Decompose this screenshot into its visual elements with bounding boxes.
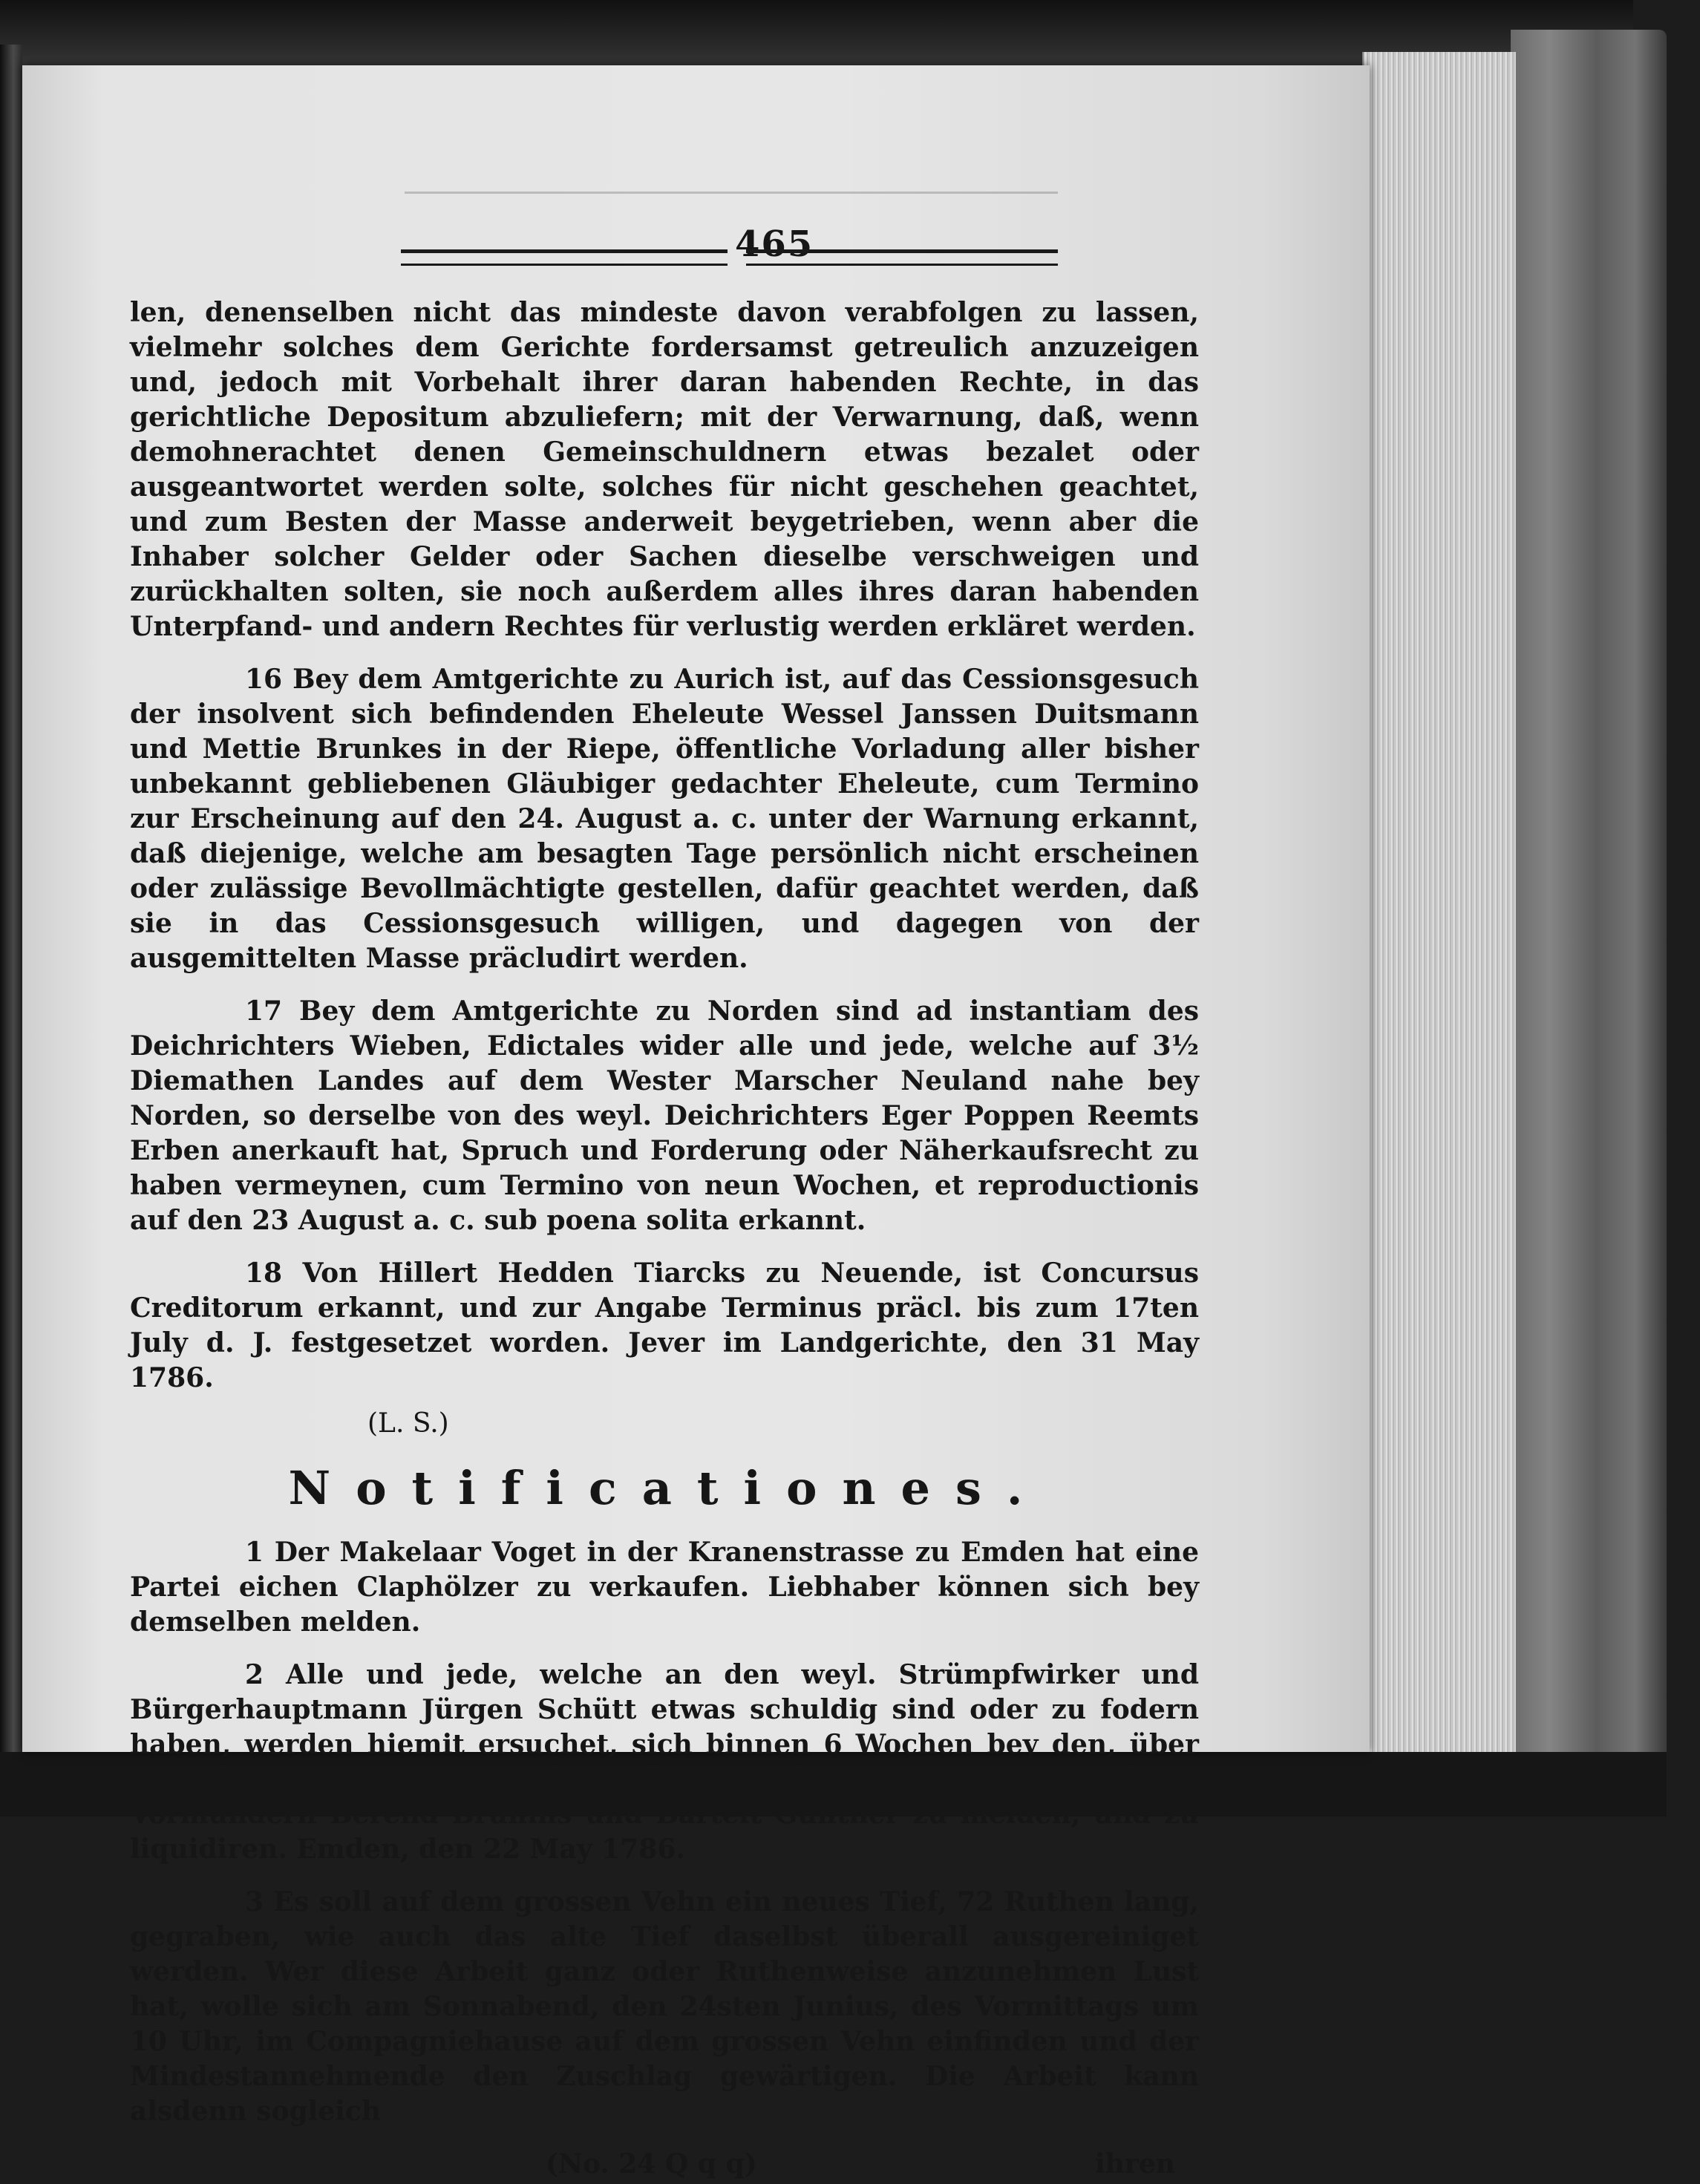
- page-text: [130, 214, 1199, 2184]
- page-number: 465: [735, 223, 814, 265]
- book-page: [22, 65, 1370, 2180]
- catchword: ihren: [1095, 2148, 1175, 2180]
- book-cover-right: [1511, 30, 1667, 1782]
- paragraph-16: 16 Bey dem Amtgerichte zu Aurich ist, auf das Cessionsgesuch der insolvent sich befindenden Eheleute Wessel Janssen Duitsmann und Mettie Brunkes in der Riepe, öffentliche Vorladung aller bisher unbekannt gebliebenen Gläubiger gedachter Eheleute, cum Termino zur Erscheinung auf den 24. August a. c. unter der Warnung erkannt, daß diejenige, welche am besagten Tage persönlich nicht erscheinen oder zulässige Bevollmächtigte gestellen, dafür geachtet werden, daß sie in das Cessionsgesuch willigen, und dagegen von der ausgemittelten Masse präcludirt werden.: [130, 664, 1199, 974]
- paragraph-continued: len, denenselben nicht das mindeste davon verabfolgen zu lassen, vielmehr solches dem Gerichte fordersamst getreulich anzuzeigen und, jedoch mit Vorbehalt ihrer daran habenden Rechte, in das gerichtliche Depositum abzuliefern; mit der Verwarnung, daß, wenn demohnerachtet denen Gemeinschuldnern etwas bezalet oder ausgeantwortet werden solte, solches für nicht geschehen geachtet, und zum Besten der Masse anderweit beygetrieben, wenn aber die Inhaber solcher Gelder oder Sachen dieselbe verschweigen und zurückhalten solten, sie noch außerdem alles ihres daran habenden Unterpfand- und andern Rechtes für verlustig werden erkläret werden.: [130, 297, 1199, 642]
- section-title: Notificationes.: [288, 1461, 1048, 1515]
- page-footer: [130, 2147, 1199, 2184]
- paragraph-18: 18 Von Hillert Hedden Tiarcks zu Neuende, ist Concursus Creditorum erkannt, und zur Angabe Terminus präcl. bis zum 17ten July d. J. festgesetzet worden. Jever im Landgerichte, den 31 May 1786.: [130, 1258, 1199, 1393]
- notification-3: 3 Es soll auf dem grossen Vehn ein neues Tief, 72 Ruthen lang, gegraben, wie auch das alte Tief daselbst überall ausgereiniget werden. Wer diese Arbeit ganz oder Ruthenweise anzunehmen Lust hat, wolle sich am Sonnabend, den 24sten Junius, des Vormittags um 10 Uhr, im Compagniehause auf dem grossen Vehn einfinden und der Mindestannehmende den Zuschlag gewärtigen. Die Arbeit kann alsdenn sogleich: [130, 1886, 1199, 2127]
- notification-2: 2 Alle und jede, welche an den weyl. Strümpfwirker und Bürgerhauptmann Jürgen Schütt etwas schuldig sind oder zu fodern haben, werden hiemit ersuchet, sich binnen 6 Wochen bey den, über desselben nachgelassene minderjährige Tochter, gerichtlich bestellten Vormündern Berend Brunins und Bartelt Günther zu melden, und zu liquidiren. Emden, den 22 May 1786.: [130, 1659, 1199, 1865]
- book-binding-left: [0, 45, 22, 1774]
- signature-mark: (No. 24 Q q q): [546, 2148, 757, 2180]
- show-through-rule: [405, 192, 1058, 209]
- page-edges: [1362, 52, 1516, 1759]
- notification-1: 1 Der Makelaar Voget in der Kranenstrasse zu Emden hat eine Partei eichen Claphölzer zu verkaufen. Liebhaber können sich bey demselben melden.: [130, 1537, 1199, 1638]
- paragraph-17: 17 Bey dem Amtgerichte zu Norden sind ad instantiam des Deichrichters Wieben, Edictales wider alle und jede, welche auf 3½ Diemathen Landes auf dem Wester Marscher Neuland nahe bey Norden, so derselbe von des weyl. Deichrichters Eger Poppen Reemts Erben anerkauft hat, Spruch und Forderung oder Näherkaufsrecht zu haben vermeynen, cum Termino von neun Wochen, et reproductionis auf den 23 August a. c. sub poena solita erkannt.: [130, 995, 1199, 1236]
- header-rule-left: [401, 249, 728, 266]
- page-header: [130, 214, 1199, 295]
- header-rule-right: [746, 249, 1058, 266]
- seal-mark: (L. S.): [367, 1408, 449, 1439]
